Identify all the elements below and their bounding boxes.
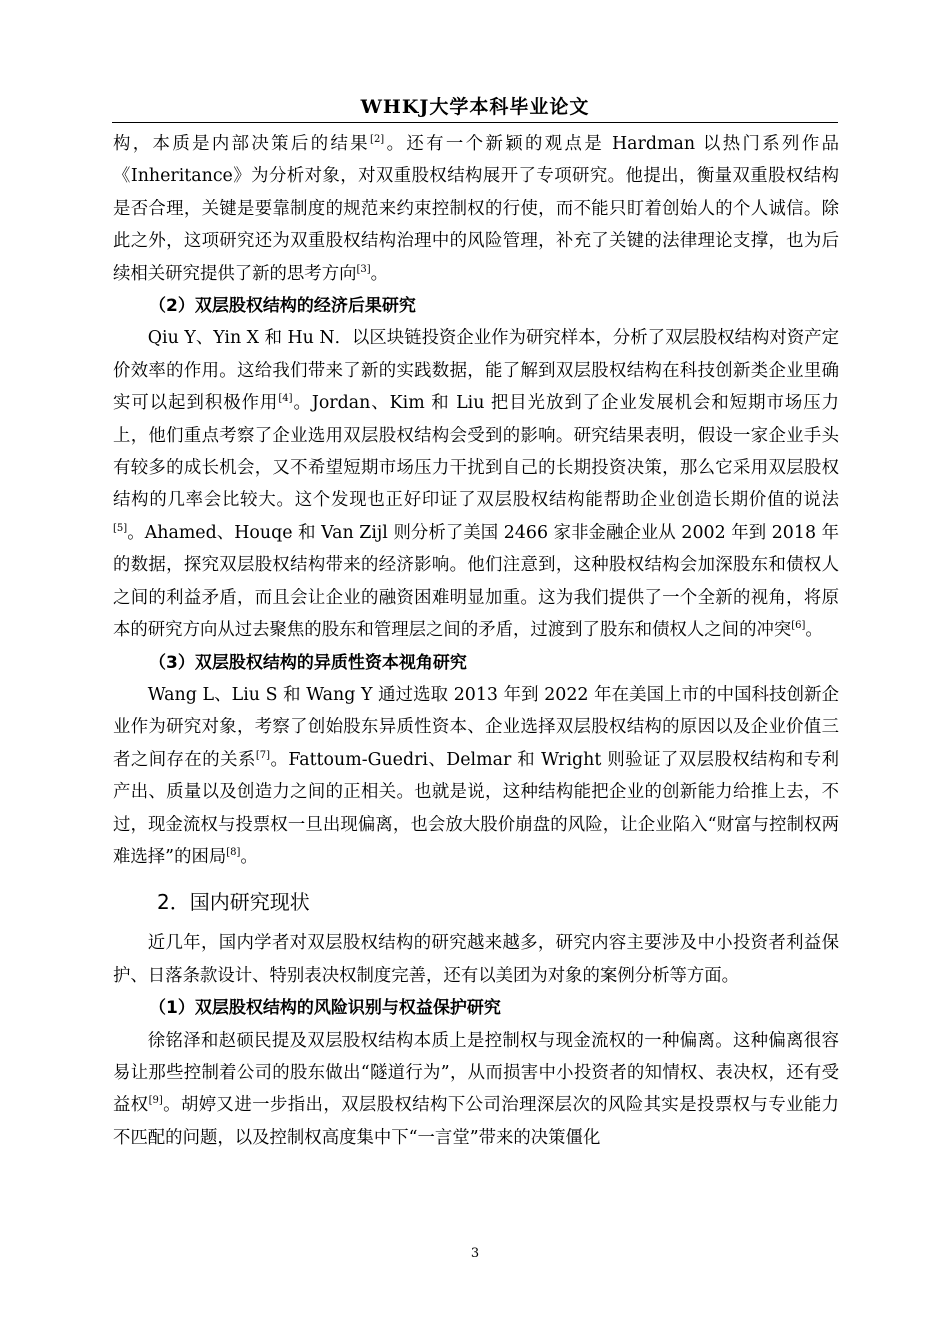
page-number: 3 <box>470 1246 480 1261</box>
paragraph-2: Qiu Y、Yin X 和 Hu N．以区块链投资企业作为研究样本，分析了双层股权结构对资产定价效率的作用。这给我们带来了新的实践数据，能了解到双层股权结构在科技创新类企业里确实可以起到积极作用[4]。Jordan、Kim 和 Liu 把目光放到了企业发展机会和短期市场压力上，他们重点考察了企业选用双层股权结构会受到的影响。研究结果表明，假设一家企业手头有较多的成长机会，又不希望短期市场压力干扰到自己的长期投资决策，那么它采用双层股权结构的几率会比较大。这个发现也正好印证了双层股权结构能帮助企业创造长期价值的说法[5]。Ahamed、Houqe 和 Van Zijl 则分析了美国 2466 家非金融企业从 2002 年到 2018 年的数据，探究双层股权结构带来的经济影响。他们注意到，这种股权结构会加深股东和债权人之间的利益矛盾，而且会让企业的融资困难明显加重。这为我们提供了一个全新的视角，将原本的研究方向从过去聚焦的股东和管理层之间的矛盾，过渡到了股东和债权人之间的冲突[6]。 <box>113 328 839 641</box>
subheading-economic-consequences: （2）双层股权结构的经济后果研究 <box>149 296 416 317</box>
section-heading-domestic-research: 2．国内研究现状 <box>157 890 310 915</box>
citation: [7] <box>255 749 270 761</box>
paragraph-3: Wang L、Liu S 和 Wang Y 通过选取 2013 年到 2022 年在美国上市的中国科技创新企业作为研究对象，考察了创始股东异质性资本、企业选择双层股权结构的原因以及企业价值三者之间存在的关系[7]。Fattoum-Guedri、Delmar 和 Wright 则验证了双层股权结构和专利产出、质量以及创造力之间的正相关。也就是说，这种结构能把企业的创新能力给推上去，不过，现金流权与投票权一旦出现偏离，也会放大股价崩盘的风险，让企业陷入“财富与控制权两难选择”的困局[8]。 <box>113 684 839 867</box>
citation: [8] <box>226 847 241 859</box>
subheading-heterogeneous-capital: （3）双层股权结构的异质性资本视角研究 <box>149 652 467 673</box>
body-text <box>113 128 839 1154</box>
citation: [2] <box>370 134 385 146</box>
paragraph-1: 构，本质是内部决策后的结果[2]。还有一个新颖的观点是 Hardman 以热门系列作品《Inheritance》为分析对象，对双重股权结构展开了专项研究。他提出，衡量双重股权结构是否合理，关键是要靠制度的规范来约束控制权的行使，而不能只盯着创始人的个人诚信。除此之外，这项研究还为双重股权结构治理中的风险管理，补充了关键的法律理论支撑，也为后续相关研究提供了新的思考方向[3]。 <box>113 134 839 284</box>
citation: [3] <box>356 263 371 275</box>
citation: [4] <box>278 393 293 405</box>
header-rule <box>112 122 838 123</box>
citation: [6] <box>791 620 806 632</box>
paragraph-5: 徐铭泽和赵硕民提及双层股权结构本质上是控制权与现金流权的一种偏离。这种偏离很容易让那些控制着公司的股东做出“隧道行为”，从而损害中小投资者的知情权、表决权，还有受益权[9]。胡婷又进一步指出，双层股权结构下公司治理深层次的风险其实是投票权与专业能力不匹配的问题，以及控制权高度集中下“一言堂”带来的决策僵化 <box>113 1030 839 1148</box>
paragraph-4: 近几年，国内学者对双层股权结构的研究越来越多，研究内容主要涉及中小投资者利益保护、日落条款设计、特别表决权制度完善，还有以美团为对象的案例分析等方面。 <box>113 933 839 986</box>
citation: [5] <box>113 523 128 535</box>
page-header-title: WHKJ大学本科毕业论文 <box>360 96 590 118</box>
subheading-risk-identification: （1）双层股权结构的风险识别与权益保护研究 <box>149 998 501 1019</box>
citation: [9] <box>148 1095 163 1107</box>
